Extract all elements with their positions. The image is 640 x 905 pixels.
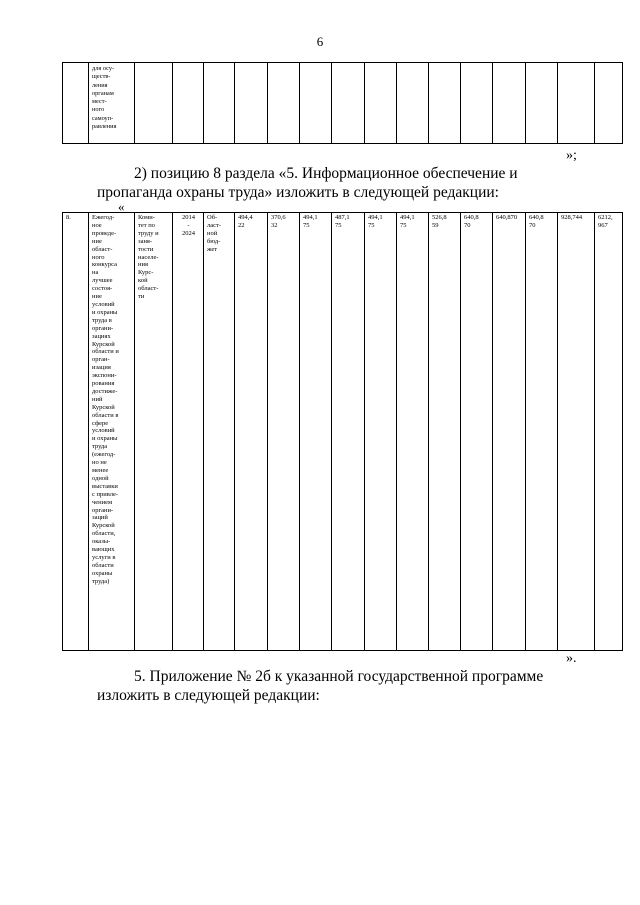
activity-description: Ежегод- ное проведе- ние област- ного конкурса на лучшее состоя- ние условий и охраны труда в органи- зациях Курской области и орган- изация экспони- рования достиже- ний Курской области в сфере условий и охраны труда (ежегод- но не менее одной выставки с привле- чением органи- заций Курской области, оказы- вающих услуги в области охраны труда) xyxy=(92,214,119,585)
table-cell xyxy=(365,63,397,144)
table-row xyxy=(63,213,623,651)
closing-mark: »; xyxy=(566,148,577,163)
table-cell xyxy=(63,213,89,651)
table-cell xyxy=(595,63,623,144)
table-cell xyxy=(461,213,493,651)
table-cell xyxy=(204,213,235,651)
position-number: 8. xyxy=(66,214,71,221)
paragraph-5-line-2: изложить в следующей редакции: xyxy=(97,687,320,704)
table-cell xyxy=(558,213,595,651)
page-number: 6 xyxy=(316,34,324,49)
table-cell xyxy=(397,63,429,144)
table-cell xyxy=(595,213,623,651)
table-cell xyxy=(493,213,526,651)
table-cell xyxy=(558,63,595,144)
responsible-executor: Коми- тет по труду и заня- тости населе- ния Курс- кой област- ти xyxy=(138,214,159,301)
table-cell xyxy=(135,213,173,651)
table-cell xyxy=(268,213,300,651)
closing-mark: ». xyxy=(566,651,577,666)
table-cell xyxy=(63,63,89,144)
table-cell xyxy=(300,213,332,651)
amount-cell: 640,870 xyxy=(496,214,518,221)
table-cell xyxy=(429,63,461,144)
table-cell xyxy=(135,63,173,144)
amount-cell: 487,1 75 xyxy=(335,214,350,229)
paragraph-5-line-1: 5. Приложение № 2б к указанной государственной программе xyxy=(134,668,544,685)
amount-cell: 640,8 70 xyxy=(529,214,544,229)
amount-cell: 526,8 59 xyxy=(432,214,447,229)
position-8-table xyxy=(62,212,623,651)
table-cell xyxy=(493,63,526,144)
continuation-table xyxy=(62,62,623,144)
table-row xyxy=(63,63,623,144)
table-cell xyxy=(89,63,135,144)
table-cell xyxy=(332,63,365,144)
amount-cell: 494,1 75 xyxy=(400,214,415,229)
table-cell xyxy=(461,63,493,144)
table-cell xyxy=(332,213,365,651)
table-cell xyxy=(397,213,429,651)
implementation-period: 2014 - 2024 xyxy=(182,214,195,237)
table-cell xyxy=(268,63,300,144)
amount-cell: 494,1 75 xyxy=(303,214,318,229)
table-cell xyxy=(526,63,558,144)
table-cell xyxy=(173,63,204,144)
amount-cell: 370,6 32 xyxy=(271,214,286,229)
table-cell xyxy=(365,213,397,651)
table-cell xyxy=(235,213,268,651)
paragraph-2-line-2: пропаганда охраны труда» изложить в следующей редакции: xyxy=(97,184,499,201)
total-amount-cell: 6212, 967 xyxy=(598,214,613,229)
amount-cell: 494,4 22 xyxy=(238,214,253,229)
table-cell xyxy=(204,63,235,144)
activity-description: для осу- ществ- ления органам мест- ного самоуп- равления xyxy=(92,65,117,131)
amount-cell: 494,1 75 xyxy=(368,214,383,229)
opening-quote: « xyxy=(118,199,125,214)
amount-cell: 640,8 70 xyxy=(464,214,479,229)
table-cell xyxy=(235,63,268,144)
table-cell xyxy=(526,213,558,651)
paragraph-2-line-1: 2) позицию 8 раздела «5. Информационное обеспечение и xyxy=(134,165,518,182)
table-cell xyxy=(300,63,332,144)
table-cell xyxy=(429,213,461,651)
funding-source: Об- ласт- ной бюд- жет xyxy=(207,214,222,253)
amount-cell: 928,744 xyxy=(561,214,583,221)
table-cell xyxy=(173,213,204,651)
table-cell xyxy=(89,213,135,651)
